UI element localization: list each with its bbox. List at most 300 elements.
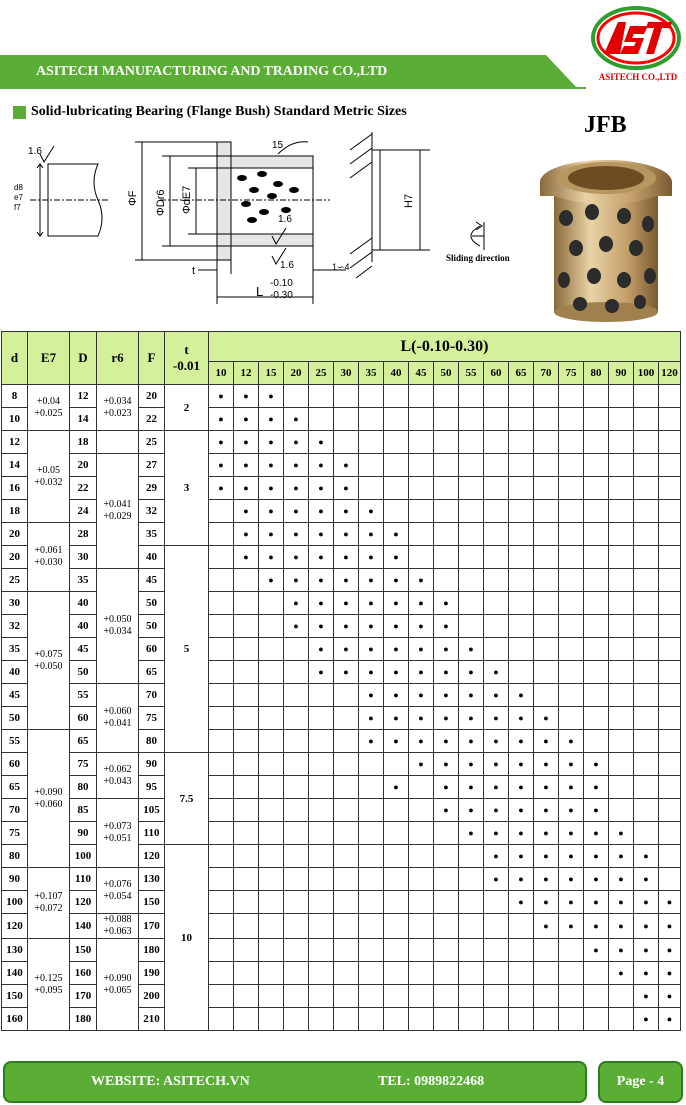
empty-cell bbox=[234, 799, 259, 822]
empty-cell bbox=[384, 408, 409, 431]
availability-dot: ● bbox=[559, 914, 584, 939]
empty-cell bbox=[234, 939, 259, 962]
header-L-55: 55 bbox=[459, 362, 484, 385]
cell-E7-lower: +0.072 bbox=[34, 903, 63, 914]
header-L-80: 80 bbox=[584, 362, 609, 385]
empty-cell bbox=[534, 477, 559, 500]
cell-r6-lower: +0.051 bbox=[103, 833, 132, 844]
availability-dot: ● bbox=[634, 868, 659, 891]
cell-d: 90 bbox=[2, 868, 28, 891]
empty-cell bbox=[209, 868, 234, 891]
availability-dot: ● bbox=[584, 939, 609, 962]
header-t-tol: -0.01 bbox=[172, 358, 201, 373]
empty-cell bbox=[459, 891, 484, 914]
header-L-12: 12 bbox=[234, 362, 259, 385]
availability-dot: ● bbox=[359, 707, 384, 730]
availability-dot: ● bbox=[434, 684, 459, 707]
header-L-30: 30 bbox=[334, 362, 359, 385]
cell-F: 120 bbox=[139, 845, 165, 868]
empty-cell bbox=[459, 454, 484, 477]
empty-cell bbox=[459, 985, 484, 1008]
bush-section bbox=[135, 142, 346, 304]
empty-cell bbox=[309, 868, 334, 891]
availability-dot: ● bbox=[634, 914, 659, 939]
empty-cell bbox=[359, 753, 384, 776]
empty-cell bbox=[634, 454, 659, 477]
availability-dot: ● bbox=[409, 569, 434, 592]
cell-D: 60 bbox=[70, 707, 97, 730]
header-L-25: 25 bbox=[309, 362, 334, 385]
empty-cell bbox=[459, 1008, 484, 1031]
empty-cell bbox=[534, 962, 559, 985]
empty-cell bbox=[584, 684, 609, 707]
empty-cell bbox=[234, 1008, 259, 1031]
empty-cell bbox=[284, 822, 309, 845]
cell-D: 170 bbox=[70, 985, 97, 1008]
empty-cell bbox=[434, 985, 459, 1008]
label-L: L bbox=[256, 284, 264, 299]
empty-cell bbox=[459, 845, 484, 868]
empty-cell bbox=[434, 891, 459, 914]
empty-cell bbox=[359, 799, 384, 822]
header-L: L(-0.10-0.30) bbox=[209, 332, 681, 362]
empty-cell bbox=[284, 776, 309, 799]
empty-cell bbox=[509, 500, 534, 523]
empty-cell bbox=[334, 985, 359, 1008]
table-row bbox=[2, 914, 681, 939]
empty-cell bbox=[234, 638, 259, 661]
empty-cell bbox=[409, 408, 434, 431]
empty-cell bbox=[609, 500, 634, 523]
cell-F: 210 bbox=[139, 1008, 165, 1031]
header-L-100: 100 bbox=[634, 362, 659, 385]
availability-dot: ● bbox=[634, 1008, 659, 1031]
empty-cell bbox=[359, 939, 384, 962]
empty-cell bbox=[584, 569, 609, 592]
empty-cell bbox=[409, 822, 434, 845]
empty-cell bbox=[559, 546, 584, 569]
cell-d: 55 bbox=[2, 730, 28, 753]
empty-cell bbox=[659, 684, 681, 707]
availability-dot: ● bbox=[209, 477, 234, 500]
empty-cell bbox=[434, 431, 459, 454]
empty-cell bbox=[434, 569, 459, 592]
cell-r6 bbox=[97, 684, 139, 753]
empty-cell bbox=[234, 985, 259, 1008]
empty-cell bbox=[484, 408, 509, 431]
cell-E7-upper: +0.090 bbox=[34, 786, 63, 798]
availability-dot: ● bbox=[509, 822, 534, 845]
availability-dot: ● bbox=[259, 385, 284, 408]
empty-cell bbox=[634, 707, 659, 730]
cell-D: 14 bbox=[70, 408, 97, 431]
empty-cell bbox=[609, 477, 634, 500]
empty-cell bbox=[509, 985, 534, 1008]
empty-cell bbox=[284, 684, 309, 707]
empty-cell bbox=[534, 454, 559, 477]
availability-dot: ● bbox=[484, 776, 509, 799]
empty-cell bbox=[634, 776, 659, 799]
empty-cell bbox=[659, 408, 681, 431]
cell-D: 140 bbox=[70, 914, 97, 939]
empty-cell bbox=[309, 985, 334, 1008]
empty-cell bbox=[534, 500, 559, 523]
empty-cell bbox=[234, 615, 259, 638]
cell-d: 60 bbox=[2, 753, 28, 776]
availability-dot: ● bbox=[434, 707, 459, 730]
empty-cell bbox=[209, 822, 234, 845]
empty-cell bbox=[434, 500, 459, 523]
empty-cell bbox=[484, 569, 509, 592]
empty-cell bbox=[634, 546, 659, 569]
availability-dot: ● bbox=[634, 939, 659, 962]
empty-cell bbox=[584, 592, 609, 615]
availability-dot: ● bbox=[384, 707, 409, 730]
empty-cell bbox=[609, 638, 634, 661]
empty-cell bbox=[559, 477, 584, 500]
empty-cell bbox=[209, 500, 234, 523]
empty-cell bbox=[584, 546, 609, 569]
cell-d: 20 bbox=[2, 546, 28, 569]
empty-cell bbox=[484, 985, 509, 1008]
availability-dot: ● bbox=[409, 615, 434, 638]
cell-d: 12 bbox=[2, 431, 28, 454]
empty-cell bbox=[309, 799, 334, 822]
bullet-square-icon bbox=[13, 106, 26, 119]
empty-cell bbox=[334, 684, 359, 707]
cell-E7 bbox=[28, 730, 70, 868]
cell-F: 105 bbox=[139, 799, 165, 822]
table-row bbox=[2, 431, 681, 454]
empty-cell bbox=[234, 868, 259, 891]
label-t: t bbox=[192, 265, 196, 277]
empty-cell bbox=[609, 776, 634, 799]
empty-cell bbox=[234, 569, 259, 592]
availability-dot: ● bbox=[359, 684, 384, 707]
empty-cell bbox=[634, 661, 659, 684]
availability-dot: ● bbox=[334, 546, 359, 569]
cell-F: 110 bbox=[139, 822, 165, 845]
empty-cell bbox=[634, 431, 659, 454]
availability-dot: ● bbox=[234, 546, 259, 569]
availability-dot: ● bbox=[584, 868, 609, 891]
empty-cell bbox=[284, 799, 309, 822]
empty-cell bbox=[359, 962, 384, 985]
empty-cell bbox=[534, 546, 559, 569]
empty-cell bbox=[559, 985, 584, 1008]
availability-dot: ● bbox=[559, 730, 584, 753]
cell-F: 35 bbox=[139, 523, 165, 546]
empty-cell bbox=[659, 569, 681, 592]
availability-dot: ● bbox=[359, 730, 384, 753]
cell-t: 10 bbox=[165, 845, 209, 1031]
cell-d: 16 bbox=[2, 477, 28, 500]
availability-dot: ● bbox=[309, 523, 334, 546]
cell-D: 90 bbox=[70, 822, 97, 845]
empty-cell bbox=[334, 822, 359, 845]
empty-cell bbox=[584, 985, 609, 1008]
availability-dot: ● bbox=[509, 753, 534, 776]
empty-cell bbox=[584, 730, 609, 753]
empty-cell bbox=[209, 939, 234, 962]
empty-cell bbox=[609, 684, 634, 707]
empty-cell bbox=[234, 776, 259, 799]
empty-cell bbox=[609, 661, 634, 684]
cell-E7 bbox=[28, 431, 70, 523]
cell-d: 100 bbox=[2, 891, 28, 914]
cell-F: 190 bbox=[139, 962, 165, 985]
availability-dot: ● bbox=[409, 707, 434, 730]
empty-cell bbox=[584, 385, 609, 408]
cell-d: 20 bbox=[2, 523, 28, 546]
empty-cell bbox=[359, 845, 384, 868]
availability-dot: ● bbox=[409, 753, 434, 776]
empty-cell bbox=[409, 985, 434, 1008]
label-1to4: 1∽4 bbox=[332, 262, 350, 272]
empty-cell bbox=[609, 546, 634, 569]
availability-dot: ● bbox=[309, 661, 334, 684]
cell-F: 70 bbox=[139, 684, 165, 707]
availability-dot: ● bbox=[384, 615, 409, 638]
empty-cell bbox=[259, 891, 284, 914]
availability-dot: ● bbox=[484, 822, 509, 845]
empty-cell bbox=[284, 939, 309, 962]
header-d: d bbox=[2, 332, 28, 385]
cell-r6-lower: +0.063 bbox=[103, 926, 132, 937]
empty-cell bbox=[209, 962, 234, 985]
empty-cell bbox=[509, 1008, 534, 1031]
empty-cell bbox=[534, 408, 559, 431]
header-L-45: 45 bbox=[409, 362, 434, 385]
empty-cell bbox=[509, 408, 534, 431]
empty-cell bbox=[559, 661, 584, 684]
cell-F: 50 bbox=[139, 615, 165, 638]
empty-cell bbox=[509, 939, 534, 962]
header-L-40: 40 bbox=[384, 362, 409, 385]
empty-cell bbox=[209, 707, 234, 730]
cell-t: 5 bbox=[165, 546, 209, 753]
empty-cell bbox=[209, 799, 234, 822]
cell-d: 130 bbox=[2, 939, 28, 962]
cell-r6-upper: +0.076 bbox=[103, 878, 132, 890]
availability-dot: ● bbox=[509, 684, 534, 707]
empty-cell bbox=[259, 845, 284, 868]
cell-d: 45 bbox=[2, 684, 28, 707]
empty-cell bbox=[534, 431, 559, 454]
phone-number[interactable]: TEL: 0989822468 bbox=[378, 1074, 485, 1089]
availability-dot: ● bbox=[509, 776, 534, 799]
availability-dot: ● bbox=[534, 845, 559, 868]
header-L-10: 10 bbox=[209, 362, 234, 385]
header-F: F bbox=[139, 332, 165, 385]
empty-cell bbox=[284, 1008, 309, 1031]
header-L-75: 75 bbox=[559, 362, 584, 385]
empty-cell bbox=[434, 546, 459, 569]
empty-cell bbox=[334, 799, 359, 822]
cell-r6 bbox=[97, 753, 139, 799]
empty-cell bbox=[634, 684, 659, 707]
empty-cell bbox=[409, 546, 434, 569]
empty-cell bbox=[434, 822, 459, 845]
empty-cell bbox=[609, 408, 634, 431]
cell-d: 18 bbox=[2, 500, 28, 523]
availability-dot: ● bbox=[484, 684, 509, 707]
empty-cell bbox=[384, 822, 409, 845]
empty-cell bbox=[559, 500, 584, 523]
empty-cell bbox=[659, 431, 681, 454]
table-row bbox=[2, 569, 681, 592]
empty-cell bbox=[459, 939, 484, 962]
cell-E7-lower: +0.060 bbox=[34, 798, 63, 810]
empty-cell bbox=[259, 615, 284, 638]
availability-dot: ● bbox=[559, 799, 584, 822]
empty-cell bbox=[234, 914, 259, 939]
roughness-1: 1.6 bbox=[28, 146, 42, 157]
availability-dot: ● bbox=[584, 753, 609, 776]
empty-cell bbox=[484, 431, 509, 454]
cell-E7-lower: +0.025 bbox=[34, 407, 63, 419]
availability-dot: ● bbox=[409, 730, 434, 753]
availability-dot: ● bbox=[384, 684, 409, 707]
empty-cell bbox=[284, 868, 309, 891]
empty-cell bbox=[634, 569, 659, 592]
empty-cell bbox=[359, 385, 384, 408]
empty-cell bbox=[359, 776, 384, 799]
empty-cell bbox=[409, 477, 434, 500]
cell-D: 18 bbox=[70, 431, 97, 454]
empty-cell bbox=[609, 569, 634, 592]
L-tol-upper: -0.10 bbox=[270, 278, 293, 289]
availability-dot: ● bbox=[284, 569, 309, 592]
rotation-arrow-icon bbox=[471, 222, 484, 250]
empty-cell bbox=[234, 707, 259, 730]
availability-dot: ● bbox=[459, 661, 484, 684]
availability-dot: ● bbox=[359, 592, 384, 615]
cell-D: 30 bbox=[70, 546, 97, 569]
empty-cell bbox=[409, 891, 434, 914]
empty-cell bbox=[459, 500, 484, 523]
empty-cell bbox=[484, 500, 509, 523]
empty-cell bbox=[359, 1008, 384, 1031]
empty-cell bbox=[459, 592, 484, 615]
availability-dot: ● bbox=[509, 891, 534, 914]
cell-F: 32 bbox=[139, 500, 165, 523]
empty-cell bbox=[509, 546, 534, 569]
empty-cell bbox=[509, 914, 534, 939]
cell-D: 24 bbox=[70, 500, 97, 523]
roughness-2: 1.6 bbox=[278, 214, 292, 225]
empty-cell bbox=[384, 845, 409, 868]
label-F: ΦF bbox=[127, 190, 139, 206]
empty-cell bbox=[584, 408, 609, 431]
model-code: JFB bbox=[584, 112, 627, 138]
table-row bbox=[2, 753, 681, 776]
empty-cell bbox=[259, 592, 284, 615]
cell-F: 22 bbox=[139, 408, 165, 431]
cell-r6-lower: +0.043 bbox=[103, 775, 132, 787]
empty-cell bbox=[659, 868, 681, 891]
empty-cell bbox=[334, 385, 359, 408]
header-L-50: 50 bbox=[434, 362, 459, 385]
empty-cell bbox=[259, 661, 284, 684]
empty-cell bbox=[484, 891, 509, 914]
empty-cell bbox=[609, 753, 634, 776]
empty-cell bbox=[659, 776, 681, 799]
empty-cell bbox=[334, 939, 359, 962]
empty-cell bbox=[509, 661, 534, 684]
cell-d: 75 bbox=[2, 822, 28, 845]
website-link[interactable]: WEBSITE: ASITECH.VN bbox=[91, 1074, 250, 1089]
empty-cell bbox=[534, 523, 559, 546]
availability-dot: ● bbox=[634, 891, 659, 914]
empty-cell bbox=[509, 592, 534, 615]
empty-cell bbox=[334, 431, 359, 454]
empty-cell bbox=[384, 939, 409, 962]
availability-dot: ● bbox=[384, 638, 409, 661]
header-L-65: 65 bbox=[509, 362, 534, 385]
empty-cell bbox=[534, 615, 559, 638]
availability-dot: ● bbox=[459, 776, 484, 799]
availability-dot: ● bbox=[359, 638, 384, 661]
empty-cell bbox=[534, 939, 559, 962]
empty-cell bbox=[584, 431, 609, 454]
empty-cell bbox=[459, 477, 484, 500]
empty-cell bbox=[384, 962, 409, 985]
empty-cell bbox=[309, 776, 334, 799]
availability-dot: ● bbox=[359, 523, 384, 546]
empty-cell bbox=[334, 1008, 359, 1031]
cell-F: 60 bbox=[139, 638, 165, 661]
availability-dot: ● bbox=[659, 939, 681, 962]
empty-cell bbox=[259, 962, 284, 985]
availability-dot: ● bbox=[434, 730, 459, 753]
availability-dot: ● bbox=[284, 546, 309, 569]
cell-E7-upper: +0.107 bbox=[34, 891, 63, 902]
empty-cell bbox=[334, 962, 359, 985]
cell-E7 bbox=[28, 868, 70, 939]
availability-dot: ● bbox=[534, 707, 559, 730]
empty-cell bbox=[659, 546, 681, 569]
empty-cell bbox=[209, 776, 234, 799]
company-name: ASITECH MANUFACTURING AND TRADING CO.,LTD bbox=[36, 64, 388, 79]
empty-cell bbox=[309, 1008, 334, 1031]
availability-dot: ● bbox=[609, 845, 634, 868]
header-t-label: t bbox=[184, 342, 189, 357]
header-D: D bbox=[70, 332, 97, 385]
availability-dot: ● bbox=[634, 985, 659, 1008]
empty-cell bbox=[209, 661, 234, 684]
empty-cell bbox=[459, 385, 484, 408]
table-row bbox=[2, 939, 681, 962]
cell-d: 35 bbox=[2, 638, 28, 661]
cell-d: 40 bbox=[2, 661, 28, 684]
empty-cell bbox=[359, 454, 384, 477]
availability-dot: ● bbox=[584, 845, 609, 868]
empty-cell bbox=[559, 592, 584, 615]
logo-text: ASITECH CO.,LTD bbox=[598, 72, 678, 82]
subtitle-text: Solid-lubricating Bearing (Flange Bush) Standard Metric Sizes bbox=[31, 104, 407, 119]
empty-cell bbox=[334, 891, 359, 914]
empty-cell bbox=[559, 523, 584, 546]
availability-dot: ● bbox=[284, 592, 309, 615]
cell-r6-upper: +0.090 bbox=[103, 972, 132, 984]
availability-dot: ● bbox=[284, 408, 309, 431]
empty-cell bbox=[459, 615, 484, 638]
cell-d: 70 bbox=[2, 799, 28, 822]
empty-cell bbox=[209, 753, 234, 776]
cell-r6 bbox=[97, 799, 139, 868]
empty-cell bbox=[259, 707, 284, 730]
